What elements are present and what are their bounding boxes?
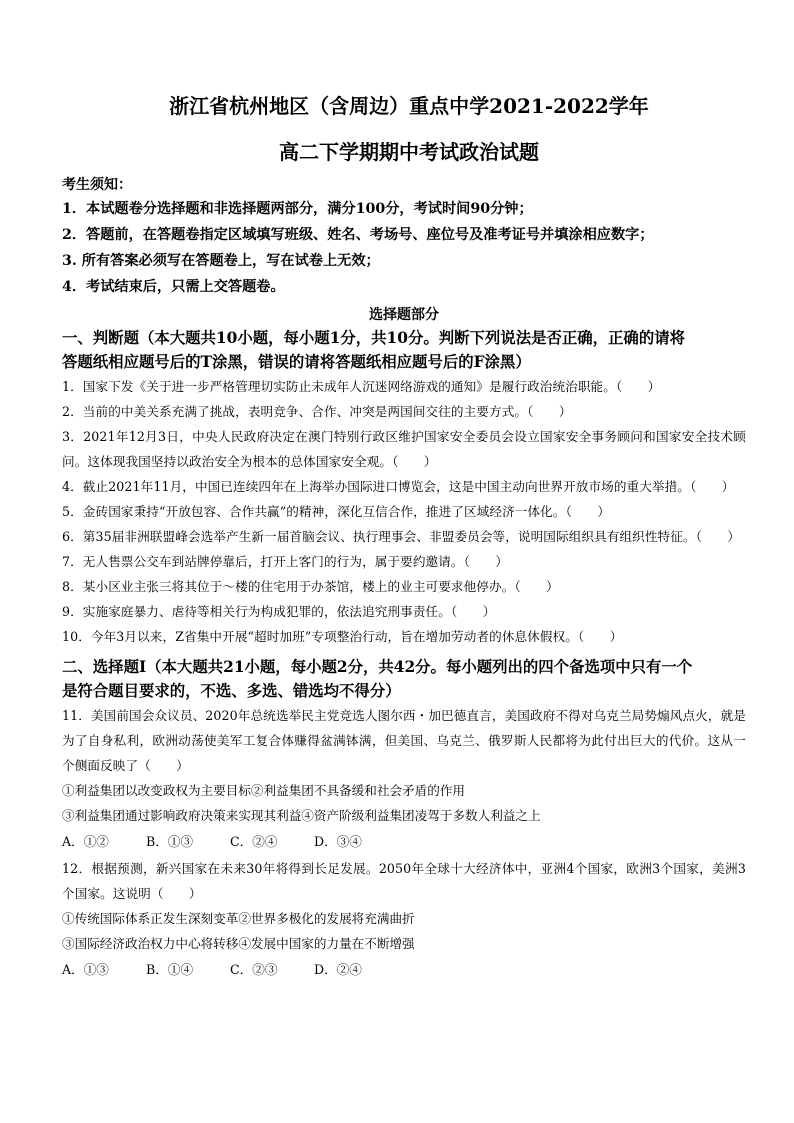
question-12-answer-a: A．①③ bbox=[62, 962, 109, 977]
question-11-answers bbox=[62, 828, 746, 856]
question-10: 10．今年3月以来，Z省集中开展“超时加班”专项整治行动，旨在增加劳动者的休息休假权。（ ） bbox=[62, 629, 623, 644]
question-8: 8．某小区业主张三将其位于～楼的住宅用于办茶馆，楼上的业主可要求他停办。（ ） bbox=[62, 579, 559, 594]
notice-item-1: 1．本试题卷分选择题和非选择题两部分，满分100分，考试时间90分钟； bbox=[62, 201, 533, 217]
question-12-answer-d: D．②④ bbox=[314, 962, 362, 977]
part1-title-line2: 答题纸相应题号后的T涂黑，错误的请将答题纸相应题号后的F涂黑） bbox=[62, 353, 531, 371]
question-12-answers bbox=[62, 956, 746, 984]
question-11-answer-b: B．①③ bbox=[146, 834, 194, 849]
notice-item-4: 4．考试结束后，只需上交答题卷。 bbox=[62, 279, 285, 295]
notice-item-2: 2．答题前，在答题卷指定区域填写班级、姓名、考场号、座位号及准考证号并填涂相应数字； bbox=[62, 227, 654, 243]
question-12-stem: 12．根据预测，新兴国家在未来30年将得到长足发展。2050年全球十大经济体中，亚洲4个国家，欧洲3个国家，美洲3个国家。这说明（ ） bbox=[62, 861, 746, 901]
question-7: 7．无人售票公交车到站牌停靠后，打开上客门的行为，属于要约邀请。（ ） bbox=[62, 554, 509, 569]
question-5: 5．金砖国家秉持“开放包容、合作共赢”的精神，深化互信合作，推进了区域经济一体化。（ ） bbox=[62, 504, 611, 519]
question-2: 2．当前的中美关系充满了挑战，表明竞争、合作、冲突是两国间交往的主要方式。（ ） bbox=[62, 404, 572, 419]
part2-title-line2: 是符合题目要求的，不选、多选、错选均不得分） bbox=[62, 682, 401, 700]
question-11-options-line2: ③利益集团通过影响政府决策来实现其利益④资产阶级利益集团凌驾于多数人利益之上 bbox=[62, 808, 541, 823]
question-12-answer-c: C．②③ bbox=[230, 962, 278, 977]
question-12-answer-b: B．①④ bbox=[146, 962, 194, 977]
section-title: 选择题部分 bbox=[369, 307, 439, 323]
question-6: 6．第35届非洲联盟峰会选举产生新一届首脑会议、执行理事会、非盟委员会等，说明国际组织具有组织性特征。（ ） bbox=[62, 529, 741, 544]
notice-heading: 考生须知： bbox=[62, 177, 132, 193]
exam-title-line1: 浙江省杭州地区（含周边）重点中学2021-2022学年 bbox=[169, 94, 649, 118]
notice-item-3: 3. 所有答案必须写在答题卷上，写在试卷上无效； bbox=[62, 253, 380, 269]
question-11-answer-a: A．①② bbox=[62, 834, 109, 849]
question-11-stem: 11．美国前国会众议员、2020年总统选举民主党竞选人图尔西・加巴德直言，美国政府不得对乌克兰局势煽风点火，就是为了自身私利，欧洲动荡使美军工复合体赚得盆满钵满，但美国、乌克兰、俄罗斯人民都将为此付出巨大的代价。这从一个侧面反映了（ ） bbox=[62, 708, 746, 773]
question-1: 1．国家下发《关于进一步严格管理切实防止未成年人沉迷网络游戏的通知》是履行政治统治职能。（ ） bbox=[62, 379, 661, 394]
part2-title-line1: 二、选择题Ⅰ（本大题共21小题，每小题2分，共42分。每小题列出的四个备选项中只有一个 bbox=[62, 658, 693, 676]
question-3: 3．2021年12月3日，中央人民政府决定在澳门特别行政区维护国家安全委员会设立国家安全事务顾问和国家安全技术顾问。这体现我国坚持以政治安全为根本的总体国家安全观。（ ） bbox=[62, 429, 746, 469]
question-11-answer-c: C．②④ bbox=[230, 834, 278, 849]
question-12-options-line2: ③国际经济政治权力中心将转移④发展中国家的力量在不断增强 bbox=[62, 936, 415, 951]
question-4: 4．截止2021年11月，中国已连续四年在上海举办国际进口博览会，这是中国主动向世界开放市场的重大举措。（ ） bbox=[62, 479, 735, 494]
question-11-options-line1: ①利益集团以改变政权为主要目标②利益集团不具备缓和社会矛盾的作用 bbox=[62, 783, 465, 798]
question-11-answer-d: D．③④ bbox=[314, 834, 362, 849]
question-9: 9．实施家庭暴力、虐待等相关行为构成犯罪的，依法追究刑事责任。（ ） bbox=[62, 604, 496, 619]
part1-title-line1: 一、判断题（本大题共10小题，每小题1分，共10分。判断下列说法是否正确，正确的请将 bbox=[62, 329, 685, 347]
question-12-options-line1: ①传统国际体系正发生深刻变革②世界多极化的发展将充满曲折 bbox=[62, 911, 415, 926]
exam-title-line2: 高二下学期期中考试政治试题 bbox=[279, 140, 539, 164]
